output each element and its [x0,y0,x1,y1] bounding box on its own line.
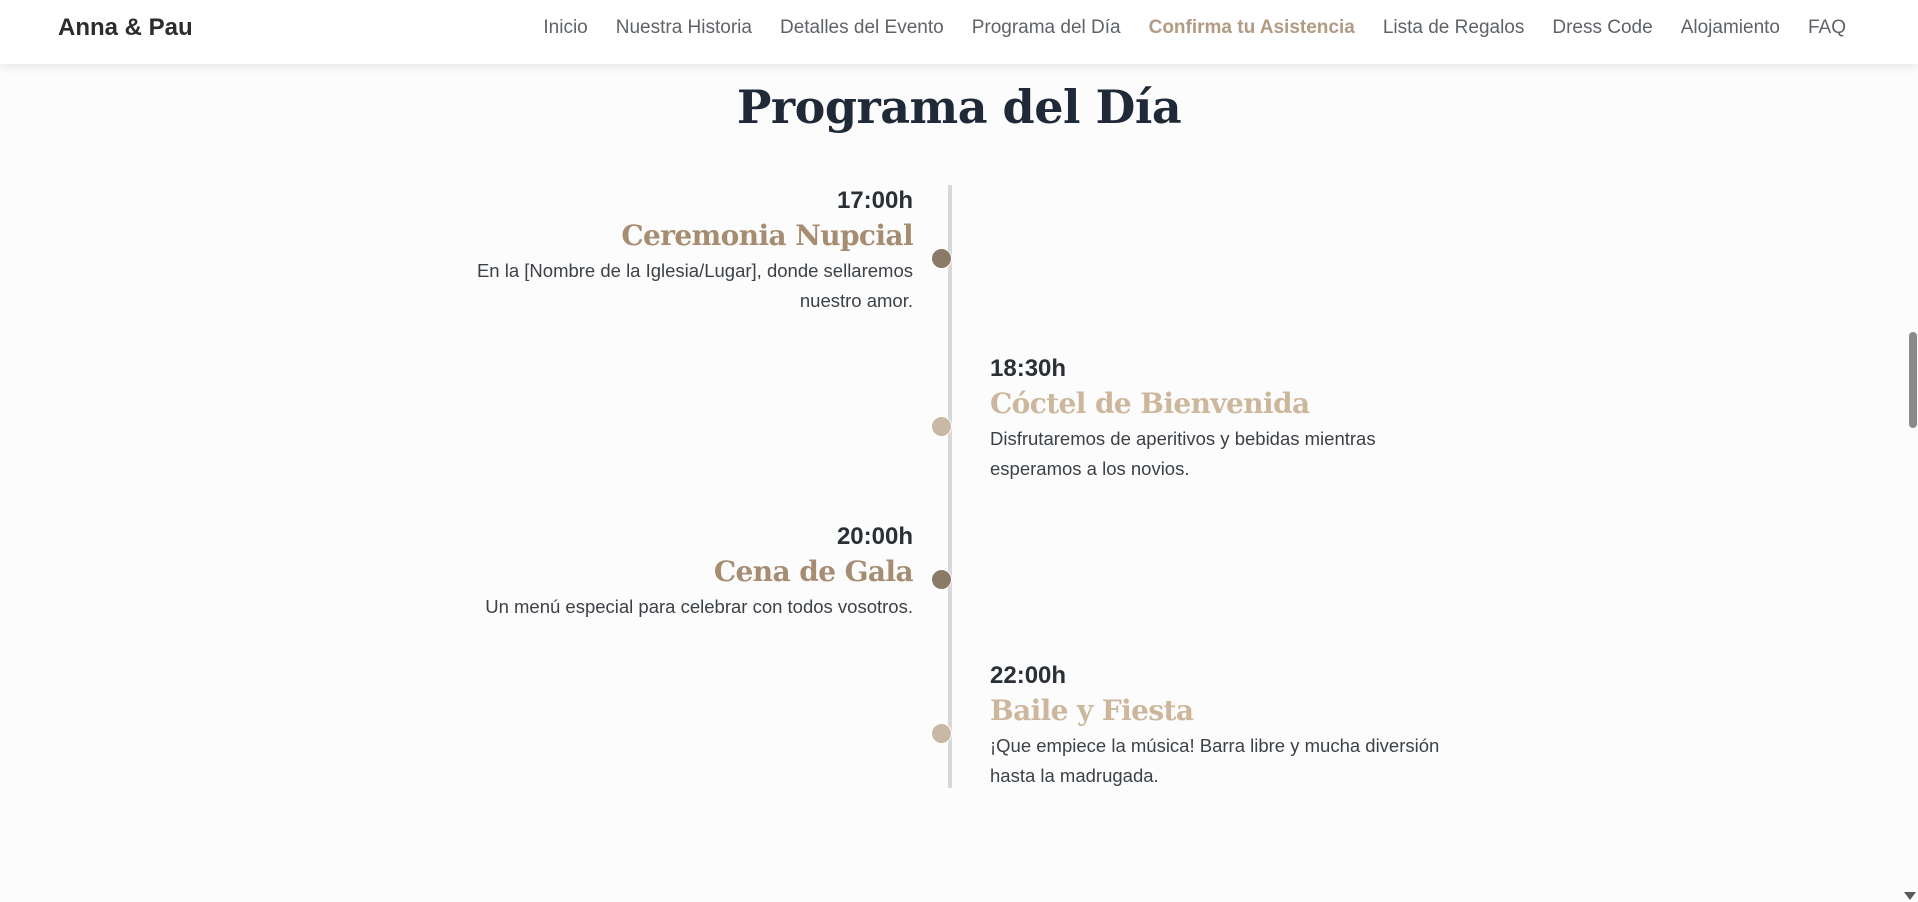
event-description: Un menú especial para celebrar con todos vosotros. [485,596,913,617]
timeline-dot [931,248,952,269]
nav-item [1552,17,1652,39]
timeline-dot [931,569,952,590]
nav-link-detalles-evento[interactable]: Detalles del Evento [779,17,944,38]
event-time: 20:00h [836,523,913,550]
nav-menu [543,0,1846,56]
nav-item [543,17,587,39]
nav-item [780,17,944,39]
top-navbar [0,0,1918,64]
scrollbar-thumb[interactable] [1909,332,1917,428]
nav-link-dress-code[interactable]: Dress Code [1552,17,1653,38]
nav-item [1149,17,1355,39]
nav-item [1383,17,1525,39]
nav-link-nuestra-historia[interactable]: Nuestra Historia [615,17,752,38]
nav-item [972,17,1121,39]
event-time: 18:30h [990,355,1067,382]
nav-link-programa-dia[interactable]: Programa del Día [971,17,1121,38]
timeline-item-baile [990,661,1460,791]
event-description: ¡Que empiece la música! Barra libre y mucha diversión hasta la madrugada. [990,735,1440,786]
nav-link-lista-regalos[interactable]: Lista de Regalos [1382,17,1525,38]
event-title: Cena de Gala [713,555,913,588]
timeline-item-cena [443,522,913,622]
brand-logo[interactable]: Anna & Pau [58,14,193,41]
nav-link-inicio[interactable]: Inicio [543,17,588,38]
event-time: 22:00h [990,662,1067,689]
timeline-line [948,185,952,788]
nav-item [616,17,752,39]
timeline-item-ceremonia [443,186,913,316]
event-description: Disfrutaremos de aperitivos y bebidas mientras esperamos a los novios. [990,428,1376,479]
event-title: Baile y Fiesta [990,694,1194,727]
event-description: En la [Nombre de la Iglesia/Lugar], donde sellaremos nuestro amor. [476,260,913,311]
timeline-dot [931,416,952,437]
event-title: Ceremonia Nupcial [621,219,913,252]
event-title: Cóctel de Bienvenida [990,387,1310,420]
nav-link-faq[interactable]: FAQ [1807,17,1846,38]
event-time: 17:00h [836,187,913,214]
timeline-item-coctel [990,354,1460,484]
section-title: Programa del Día [736,80,1182,134]
nav-link-confirma-asistencia[interactable]: Confirma tu Asistencia [1148,17,1355,38]
nav-item [1808,17,1846,39]
nav-item [1681,17,1780,39]
timeline-dot [931,723,952,744]
scroll-down-arrow-icon[interactable] [1904,892,1916,900]
nav-link-alojamiento[interactable]: Alojamiento [1680,17,1780,38]
